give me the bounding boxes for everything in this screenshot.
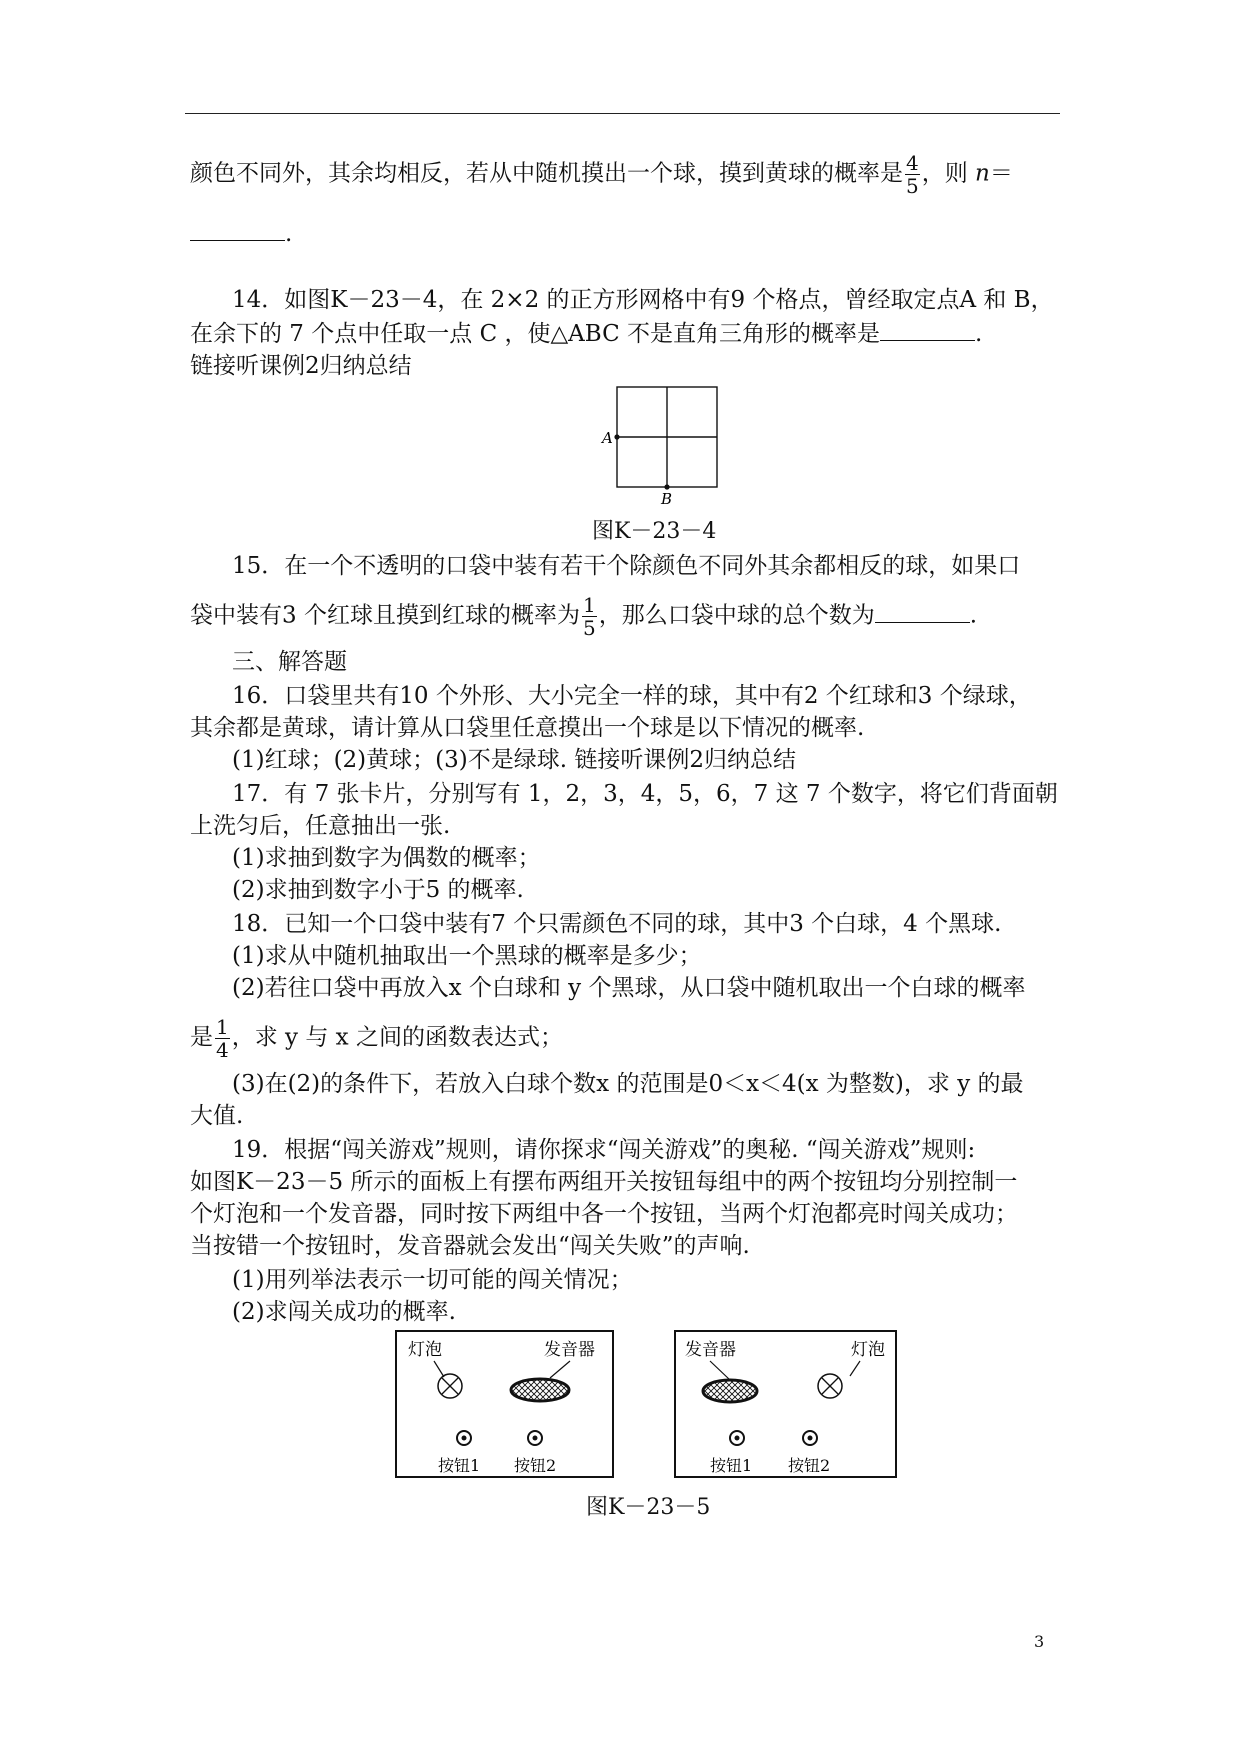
- right-button2-icon: [803, 1431, 817, 1445]
- right-button2-label: 按钮2: [788, 1456, 831, 1475]
- q16-line1: 16．口袋里共有10 个外形、大小完全一样的球，其中有2 个红球和3 个绿球，: [232, 683, 1032, 709]
- q18-line6: 大值.: [190, 1103, 244, 1129]
- q19-line5: (1)用列举法表示一切可能的闯关情况；: [232, 1267, 633, 1293]
- q14-line1: 14．如图K－23－4，在 2×2 的正方形网格中有9 个格点，曾经取定点A 和 B，: [232, 287, 1054, 313]
- q16-line3: (1)红球；(2)黄球；(3)不是绿球. 链接听课例2归纳总结: [232, 747, 796, 773]
- figure-caption: 图K－23－5: [586, 1495, 711, 1520]
- q18-fraction: $\frac{1}{4}$: [216, 1015, 229, 1062]
- answer-blank[interactable]: [875, 602, 970, 623]
- section-heading: 三、解答题: [232, 649, 347, 675]
- left-bulb-label: 灯泡: [408, 1340, 442, 1360]
- left-panel: [396, 1331, 613, 1477]
- right-panel: [675, 1331, 896, 1477]
- left-button1-label: 按钮1: [438, 1456, 481, 1475]
- figure-k-23-4-grid: [595, 380, 730, 510]
- q17-line3: (1)求抽到数字为偶数的概率；: [232, 845, 541, 871]
- q14-link-text: 链接听课例2归纳总结: [190, 353, 412, 379]
- left-bulb-icon: [438, 1374, 462, 1398]
- left-button2-icon: [528, 1431, 542, 1445]
- left-button2-label: 按钮2: [514, 1456, 557, 1475]
- q13-fraction: $\frac{4}{5}$: [906, 151, 919, 198]
- right-buzzer-label: 发音器: [685, 1340, 736, 1360]
- right-button1-label: 按钮1: [710, 1456, 753, 1475]
- q13-line1: 颜色不同外，其余均相反，若从中随机摸出一个球，摸到黄球的概率是 $\frac{4}{5}$ ，则 n＝: [190, 151, 1013, 198]
- q18-line4: 是 $\frac{1}{4}$ ，求 y 与 x 之间的函数表达式；: [190, 1015, 563, 1062]
- q15-line1: 15．在一个不透明的口袋中装有若干个除颜色不同外其余都相反的球，如果口: [232, 553, 1021, 579]
- q17-line1: 17．有 7 张卡片，分别写有 1，2，3，4，5，6，7 这 7 个数字，将它们背面朝: [232, 781, 1058, 807]
- q19-line1: 19．根据“闯关游戏”规则，请你探求“闯关游戏”的奥秘. “闯关游戏”规则:: [232, 1137, 976, 1163]
- right-bulb-label: 灯泡: [851, 1340, 885, 1360]
- q15-fraction: $\frac{1}{5}$: [582, 593, 596, 640]
- right-bulb-icon: [818, 1374, 842, 1398]
- q18-line1: 18．已知一个口袋中装有7 个只需颜色不同的球，其中3 个白球，4 个黑球.: [232, 911, 1002, 937]
- figure-caption: 图K－23－4: [592, 519, 717, 544]
- right-button1-icon: [730, 1431, 744, 1445]
- label-a: A: [602, 429, 613, 447]
- point-b: [664, 484, 669, 489]
- q14-line2: 在余下的 7 个点中任取一点 C ，使△ABC 不是直角三角形的概率是 .: [190, 321, 983, 347]
- right-buzzer-icon: [703, 1380, 757, 1402]
- left-buzzer-label: 发音器: [544, 1340, 595, 1360]
- q18-line2: (1)求从中随机抽取出一个黑球的概率是多少；: [232, 943, 702, 969]
- q19-line2: 如图K－23－5 所示的面板上有摆布两组开关按钮每组中的两个按钮均分别控制一: [190, 1169, 1018, 1195]
- q13-line2: .: [190, 218, 1070, 250]
- point-a: [614, 434, 619, 439]
- header-rule: [185, 113, 1060, 114]
- q19-line3: 个灯泡和一个发音器，同时按下两组中各一个按钮，当两个灯泡都亮时闯关成功；: [190, 1201, 1018, 1227]
- q19-line6: (2)求闯关成功的概率.: [232, 1299, 456, 1325]
- q17-line2: 上洗匀后，任意抽出一张.: [190, 813, 451, 839]
- page-number: 3: [1034, 1632, 1045, 1651]
- figure-k-23-5: [390, 1328, 910, 1480]
- q16-line2: 其余都是黄球，请计算从口袋里任意摸出一个球是以下情况的概率.: [190, 715, 865, 741]
- q19-line4: 当按错一个按钮时，发音器就会发出“闯关失败”的声响.: [190, 1233, 750, 1259]
- answer-blank[interactable]: [190, 220, 285, 241]
- q18-line3: (2)若往口袋中再放入x 个白球和 y 个黑球，从口袋中随机取出一个白球的概率: [232, 975, 1026, 1001]
- q15-line2: 袋中装有3 个红球且摸到红球的概率为 $\frac{1}{5}$ ，那么口袋中球的总个数为 .: [190, 593, 977, 640]
- left-buzzer-icon: [511, 1379, 569, 1401]
- q18-line5: (3)在(2)的条件下，若放入白球个数x 的范围是0＜x＜4(x 为整数)，求 y 的最: [232, 1071, 1024, 1097]
- left-button1-icon: [457, 1431, 471, 1445]
- label-b: B: [661, 490, 673, 508]
- answer-blank[interactable]: [880, 320, 975, 341]
- q17-line4: (2)求抽到数字小于5 的概率.: [232, 877, 524, 903]
